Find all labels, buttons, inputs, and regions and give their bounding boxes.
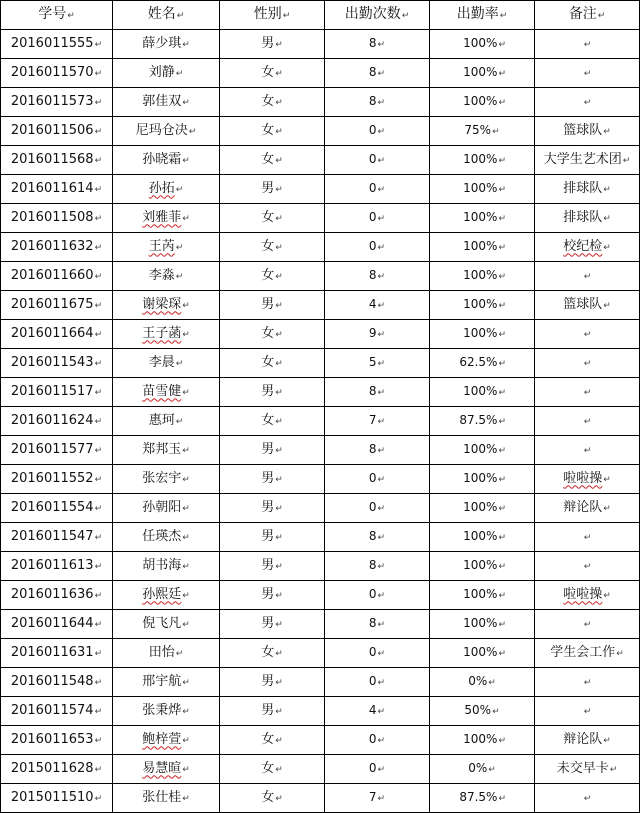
cell-name: 惠珂↵ [113, 407, 220, 436]
cell-attendance-rate: 100%↵ [430, 175, 535, 204]
cell-name: 孙朝阳↵ [113, 494, 220, 523]
cell-attendance-count: 0↵ [325, 233, 430, 262]
cell-remarks: ↵ [535, 349, 640, 378]
cell-student-id: 2016011543↵ [1, 349, 113, 378]
cell-gender: 女↵ [220, 726, 325, 755]
cell-attendance-rate: 100%↵ [430, 581, 535, 610]
cell-student-id: 2015011510↵ [1, 784, 113, 813]
cell-student-id: 2015011628↵ [1, 755, 113, 784]
cell-gender: 男↵ [220, 465, 325, 494]
cell-student-id: 2016011675↵ [1, 291, 113, 320]
cell-gender: 女↵ [220, 320, 325, 349]
cell-student-id: 2016011555↵ [1, 30, 113, 59]
cell-student-id: 2016011631↵ [1, 639, 113, 668]
cell-gender: 男↵ [220, 436, 325, 465]
cell-name: 孙熙廷↵ [113, 581, 220, 610]
cell-name: 郭佳双↵ [113, 88, 220, 117]
table-row [1, 697, 640, 726]
cell-attendance-rate: 100%↵ [430, 378, 535, 407]
cell-student-id: 2016011660↵ [1, 262, 113, 291]
table-row [1, 784, 640, 813]
cell-name: 孙晓霜↵ [113, 146, 220, 175]
cell-attendance-rate: 50%↵ [430, 697, 535, 726]
header-attendance-count: 出勤次数↵ [325, 1, 430, 30]
cell-name: 李晨↵ [113, 349, 220, 378]
cell-attendance-rate: 100%↵ [430, 610, 535, 639]
cell-attendance-count: 4↵ [325, 291, 430, 320]
table-row [1, 204, 640, 233]
cell-gender: 男↵ [220, 175, 325, 204]
cell-gender: 男↵ [220, 30, 325, 59]
cell-attendance-rate: 100%↵ [430, 88, 535, 117]
cell-student-id: 2016011517↵ [1, 378, 113, 407]
cell-gender: 男↵ [220, 581, 325, 610]
cell-name: 薛少琪↵ [113, 30, 220, 59]
cell-student-id: 2016011506↵ [1, 117, 113, 146]
cell-student-id: 2016011644↵ [1, 610, 113, 639]
cell-remarks: 啦啦操↵ [535, 581, 640, 610]
cell-attendance-rate: 100%↵ [430, 552, 535, 581]
cell-name: 刘雅菲↵ [113, 204, 220, 233]
cell-attendance-count: 9↵ [325, 320, 430, 349]
cell-remarks: ↵ [535, 59, 640, 88]
cell-remarks: 学生会工作↵ [535, 639, 640, 668]
cell-gender: 女↵ [220, 59, 325, 88]
cell-attendance-count: 0↵ [325, 755, 430, 784]
cell-gender: 男↵ [220, 668, 325, 697]
cell-name: 田怡↵ [113, 639, 220, 668]
cell-attendance-count: 7↵ [325, 407, 430, 436]
cell-attendance-count: 8↵ [325, 88, 430, 117]
cell-remarks: ↵ [535, 697, 640, 726]
cell-student-id: 2016011624↵ [1, 407, 113, 436]
cell-attendance-count: 0↵ [325, 175, 430, 204]
cell-remarks: 啦啦操↵ [535, 465, 640, 494]
table-row [1, 581, 640, 610]
cell-attendance-count: 0↵ [325, 117, 430, 146]
cell-remarks: 辩论队↵ [535, 494, 640, 523]
cell-attendance-count: 5↵ [325, 349, 430, 378]
table-row [1, 668, 640, 697]
cell-name: 张仕桂↵ [113, 784, 220, 813]
cell-student-id: 2016011614↵ [1, 175, 113, 204]
cell-attendance-rate: 0%↵ [430, 755, 535, 784]
cell-gender: 男↵ [220, 523, 325, 552]
cell-remarks: ↵ [535, 378, 640, 407]
cell-name: 苗雪健↵ [113, 378, 220, 407]
cell-remarks: ↵ [535, 88, 640, 117]
table-row [1, 117, 640, 146]
table-row [1, 291, 640, 320]
cell-gender: 男↵ [220, 697, 325, 726]
table-row [1, 639, 640, 668]
table-row [1, 523, 640, 552]
cell-attendance-count: 0↵ [325, 465, 430, 494]
cell-attendance-count: 0↵ [325, 668, 430, 697]
cell-attendance-count: 8↵ [325, 523, 430, 552]
cell-gender: 女↵ [220, 88, 325, 117]
cell-remarks: ↵ [535, 320, 640, 349]
table-row [1, 378, 640, 407]
cell-gender: 女↵ [220, 755, 325, 784]
cell-remarks: 大学生艺术团↵ [535, 146, 640, 175]
cell-student-id: 2016011574↵ [1, 697, 113, 726]
cell-gender: 女↵ [220, 146, 325, 175]
cell-attendance-rate: 100%↵ [430, 204, 535, 233]
cell-student-id: 2016011570↵ [1, 59, 113, 88]
cell-student-id: 2016011613↵ [1, 552, 113, 581]
cell-student-id: 2016011573↵ [1, 88, 113, 117]
cell-student-id: 2016011552↵ [1, 465, 113, 494]
cell-gender: 男↵ [220, 552, 325, 581]
cell-remarks: 未交早卡↵ [535, 755, 640, 784]
cell-attendance-rate: 100%↵ [430, 465, 535, 494]
header-gender: 性别↵ [220, 1, 325, 30]
cell-name: 张宏宇↵ [113, 465, 220, 494]
cell-attendance-rate: 100%↵ [430, 291, 535, 320]
cell-gender: 女↵ [220, 407, 325, 436]
cell-remarks: ↵ [535, 668, 640, 697]
cell-remarks: ↵ [535, 407, 640, 436]
cell-gender: 女↵ [220, 233, 325, 262]
cell-attendance-rate: 87.5%↵ [430, 407, 535, 436]
table-row [1, 88, 640, 117]
cell-attendance-count: 0↵ [325, 204, 430, 233]
header-remarks: 备注↵ [535, 1, 640, 30]
cell-gender: 男↵ [220, 610, 325, 639]
cell-remarks: ↵ [535, 523, 640, 552]
cell-gender: 男↵ [220, 291, 325, 320]
cell-attendance-rate: 100%↵ [430, 436, 535, 465]
table-row [1, 726, 640, 755]
cell-attendance-rate: 100%↵ [430, 146, 535, 175]
cell-remarks: 排球队↵ [535, 204, 640, 233]
cell-name: 孙拓↵ [113, 175, 220, 204]
cell-gender: 女↵ [220, 349, 325, 378]
cell-attendance-rate: 100%↵ [430, 639, 535, 668]
cell-name: 倪飞凡↵ [113, 610, 220, 639]
cell-attendance-count: 8↵ [325, 59, 430, 88]
cell-remarks: 校纪检↵ [535, 233, 640, 262]
table-row [1, 610, 640, 639]
cell-gender: 男↵ [220, 494, 325, 523]
cell-attendance-rate: 100%↵ [430, 494, 535, 523]
cell-name: 易慧暄↵ [113, 755, 220, 784]
cell-student-id: 2016011577↵ [1, 436, 113, 465]
cell-student-id: 2016011547↵ [1, 523, 113, 552]
table-row [1, 59, 640, 88]
cell-student-id: 2016011508↵ [1, 204, 113, 233]
cell-remarks: 排球队↵ [535, 175, 640, 204]
cell-attendance-count: 7↵ [325, 784, 430, 813]
table-row [1, 436, 640, 465]
table-row [1, 465, 640, 494]
cell-attendance-count: 4↵ [325, 697, 430, 726]
cell-attendance-count: 0↵ [325, 581, 430, 610]
cell-remarks: ↵ [535, 436, 640, 465]
cell-attendance-count: 0↵ [325, 146, 430, 175]
cell-name: 胡书海↵ [113, 552, 220, 581]
cell-attendance-rate: 100%↵ [430, 59, 535, 88]
cell-remarks: ↵ [535, 30, 640, 59]
table-body [1, 30, 640, 813]
cell-student-id: 2016011653↵ [1, 726, 113, 755]
table-row [1, 146, 640, 175]
header-attendance-rate: 出勤率↵ [430, 1, 535, 30]
cell-remarks: ↵ [535, 262, 640, 291]
cell-remarks: ↵ [535, 552, 640, 581]
cell-attendance-rate: 75%↵ [430, 117, 535, 146]
cell-attendance-count: 8↵ [325, 552, 430, 581]
table-row [1, 552, 640, 581]
cell-student-id: 2016011554↵ [1, 494, 113, 523]
cell-attendance-rate: 87.5%↵ [430, 784, 535, 813]
cell-remarks: ↵ [535, 784, 640, 813]
cell-name: 谢梁琛↵ [113, 291, 220, 320]
header-name: 姓名↵ [113, 1, 220, 30]
cell-attendance-rate: 100%↵ [430, 262, 535, 291]
cell-name: 邢宇航↵ [113, 668, 220, 697]
table-row [1, 320, 640, 349]
table-row [1, 30, 640, 59]
cell-name: 王芮↵ [113, 233, 220, 262]
cell-remarks: 篮球队↵ [535, 291, 640, 320]
cell-name: 郑邦玉↵ [113, 436, 220, 465]
cell-attendance-rate: 100%↵ [430, 320, 535, 349]
cell-attendance-count: 8↵ [325, 30, 430, 59]
cell-remarks: ↵ [535, 610, 640, 639]
cell-attendance-rate: 100%↵ [430, 233, 535, 262]
cell-attendance-count: 8↵ [325, 436, 430, 465]
cell-name: 刘静↵ [113, 59, 220, 88]
cell-student-id: 2016011636↵ [1, 581, 113, 610]
table-row [1, 262, 640, 291]
cell-name: 任瑛杰↵ [113, 523, 220, 552]
cell-name: 王子菡↵ [113, 320, 220, 349]
cell-name: 李淼↵ [113, 262, 220, 291]
cell-attendance-rate: 62.5%↵ [430, 349, 535, 378]
cell-attendance-count: 8↵ [325, 378, 430, 407]
cell-attendance-count: 8↵ [325, 262, 430, 291]
cell-student-id: 2016011632↵ [1, 233, 113, 262]
cell-gender: 女↵ [220, 639, 325, 668]
table-row [1, 407, 640, 436]
cell-name: 张秉烨↵ [113, 697, 220, 726]
table-row [1, 175, 640, 204]
cell-name: 尼玛仓决↵ [113, 117, 220, 146]
cell-attendance-count: 0↵ [325, 639, 430, 668]
table-row [1, 755, 640, 784]
cell-gender: 女↵ [220, 784, 325, 813]
header-student-id: 学号↵ [1, 1, 113, 30]
cell-attendance-count: 8↵ [325, 610, 430, 639]
cell-gender: 女↵ [220, 117, 325, 146]
table-row [1, 349, 640, 378]
cell-attendance-rate: 100%↵ [430, 30, 535, 59]
cell-gender: 男↵ [220, 378, 325, 407]
cell-attendance-rate: 100%↵ [430, 523, 535, 552]
cell-student-id: 2016011664↵ [1, 320, 113, 349]
cell-attendance-rate: 0%↵ [430, 668, 535, 697]
cell-gender: 女↵ [220, 204, 325, 233]
cell-attendance-rate: 100%↵ [430, 726, 535, 755]
cell-remarks: 辩论队↵ [535, 726, 640, 755]
table-row [1, 233, 640, 262]
table-row [1, 494, 640, 523]
header-row [1, 1, 640, 30]
cell-name: 鲍梓萱↵ [113, 726, 220, 755]
cell-student-id: 2016011568↵ [1, 146, 113, 175]
cell-attendance-count: 0↵ [325, 494, 430, 523]
cell-student-id: 2016011548↵ [1, 668, 113, 697]
cell-remarks: 篮球队↵ [535, 117, 640, 146]
cell-gender: 女↵ [220, 262, 325, 291]
cell-attendance-count: 0↵ [325, 726, 430, 755]
